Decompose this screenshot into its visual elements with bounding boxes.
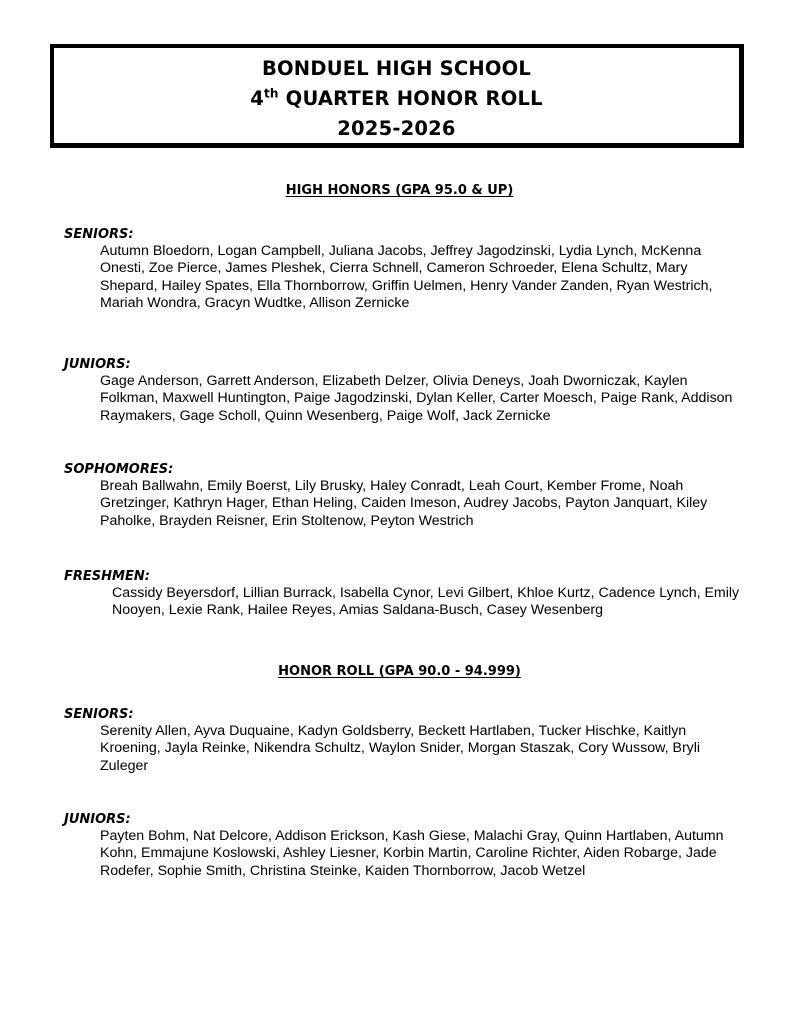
high-honors-seniors [64,226,744,312]
high-honors-heading: HIGH HONORS (GPA 95.0 & UP) [285,183,514,198]
names-list: Breah Ballwahn, Emily Boerst, Lily Brusky, Haley Conradt, Leah Court, Kember Frome, Noah Gretzinger, Kathryn Hager, Ethan Heling, Caiden Imeson, Audrey Jacobs, Payton Janquart, Kiley Paholke, Brayden Reisner, Erin Stoltenow, Peyton Westrich [100,478,708,529]
honor-roll-juniors [64,811,744,880]
group-label: SENIORS: [64,227,134,242]
quarter-number: 4 [250,87,264,110]
names-list: Autumn Bloedorn, Logan Campbell, Juliana Jacobs, Jeffrey Jagodzinski, Lydia Lynch, McKenna Onesti, Zoe Pierce, James Pleshek, Cierra Schnell, Cameron Schroeder, Elena Schultz, Mary Shepard, Hailey Spates, Ella Thornborrow, Griffin Uelmen, Henry Vander Zanden, Ryan Westrich, Mariah Wondra, Gracyn Wudtke, Allison Zernicke [100,243,713,311]
group-label: JUNIORS: [64,812,131,827]
group-label: SENIORS: [64,707,134,722]
names-list: Serenity Allen, Ayva Duquaine, Kadyn Goldsberry, Beckett Hartlaben, Tucker Hischke, Kaitlyn Kroening, Jayla Reinke, Nikendra Schultz, Waylon Snider, Morgan Staszak, Cory Wussow, Bryli Zuleger [100,723,701,774]
high-honors-sophomores [64,461,744,530]
names-list: Cassidy Beyersdorf, Lillian Burrack, Isabella Cynor, Levi Gilbert, Khloe Kurtz, Cadence Lynch, Emily Nooyen, Lexie Rank, Hailee Reyes, Amias Saldana-Busch, Casey Wesenberg [112,585,740,619]
quarter-ordinal: th [263,86,279,101]
group-label: FRESHMEN: [64,569,150,584]
quarter-title-text: QUARTER HONOR ROLL [278,87,543,110]
school-name: BONDUEL HIGH SCHOOL [261,57,532,80]
quarter-title [54,84,739,114]
title-block [54,54,739,144]
honor-roll-seniors [64,706,744,775]
school-year: 2025-2026 [337,117,456,140]
group-label: SOPHOMORES: [64,462,174,477]
honor-roll-heading: HONOR ROLL (GPA 90.0 - 94.999) [278,664,521,679]
names-list: Payten Bohm, Nat Delcore, Addison Erickson, Kash Giese, Malachi Gray, Quinn Hartlaben, Autumn Kohn, Emmajune Koslowski, Ashley Liesner, Korbin Martin, Caroline Richter, Aiden Robarge, Jade Rodefer, Sophie Smith, Christina Steinke, Kaiden Thornborrow, Jacob Wetzel [100,828,724,879]
high-honors-juniors [64,356,744,425]
title-box [50,44,744,148]
group-label: JUNIORS: [64,357,131,372]
names-list: Gage Anderson, Garrett Anderson, Elizabeth Delzer, Olivia Deneys, Joah Dworniczak, Kaylen Folkman, Maxwell Huntington, Paige Jagodzinski, Dylan Keller, Carter Moesch, Paige Rank, Addison Raymakers, Gage Scholl, Quinn Wesenberg, Paige Wolf, Jack Zernicke [100,373,733,424]
high-honors-freshmen [64,568,744,620]
